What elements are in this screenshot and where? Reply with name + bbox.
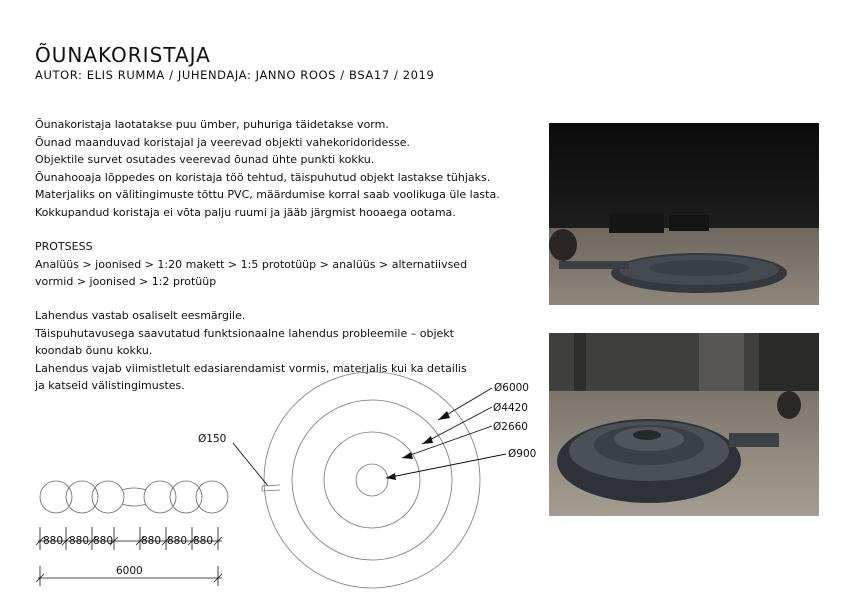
total-length-label: 6000 [116, 565, 143, 577]
label-d4420: Ø4420 [493, 402, 528, 414]
conclusion-line: Lahendus vajab viimistletult edasiarendamist vormis, materjalis kui ka detailis [35, 361, 467, 375]
ring-4420 [292, 400, 452, 560]
conclusion-line: Lahendus vastab osaliselt eesmärgile. [35, 309, 246, 322]
ring-900 [356, 464, 388, 496]
conclusion-line: Täispuhutavusega saavutatud funktsionaalne lahendus probleemile – objekt [35, 326, 454, 340]
description-line: Õunad maanduvad koristajal ja veerevad objekti vahekoridoridesse. [35, 135, 411, 149]
label-d900: Ø900 [508, 448, 537, 460]
segment-label: 880 [69, 535, 90, 547]
conclusion-line: ja katseid välistingimustes. [35, 379, 185, 392]
conclusion-line: koondab õunu kokku. [35, 344, 153, 357]
segment-label: 880 [167, 535, 188, 547]
label-hose-d150: Ø150 [198, 433, 227, 445]
label-d6000: Ø6000 [494, 382, 529, 394]
label-d2660: Ø2660 [493, 421, 528, 433]
page-title: ÕUNAKORISTAJA [35, 43, 211, 67]
description-line: Kokkupandud koristaja ei võta palju ruumi ja jääb järgmist hooaega ootama. [35, 205, 456, 219]
segment-label: 880 [193, 535, 214, 547]
segment-label: 880 [141, 535, 162, 547]
description-line: Materjaliks on välitingimuste tõttu PVC, määrdumise korral saab voolikuga üle lasta. [35, 188, 500, 201]
author-line: AUTOR: ELIS RUMMA / JUHENDAJA: JANNO ROOS / BSA17 / 2019 [35, 68, 435, 82]
description-line: Õunahooaja lõppedes on koristaja töö tehtud, täispuhutud objekt lastakse tühjaks. [35, 170, 491, 184]
ring-6000 [264, 372, 480, 588]
process-line: vormid > joonised > 1:2 protüüp [35, 275, 217, 288]
segment-label: 880 [93, 535, 114, 547]
process-heading: PROTSESS [35, 240, 93, 253]
description-line: Õunakoristaja laotatakse puu ümber, puhuriga täidetakse vorm. [35, 118, 389, 131]
ring-2660 [324, 432, 420, 528]
description-line: Objektile survet osutades veerevad õunad ühte punkti kokku. [35, 153, 375, 166]
process-line: Analüüs > joonised > 1:20 makett > 1:5 prototüüp > analüüs > alternatiivsed [35, 257, 468, 271]
segment-label: 880 [43, 535, 64, 547]
